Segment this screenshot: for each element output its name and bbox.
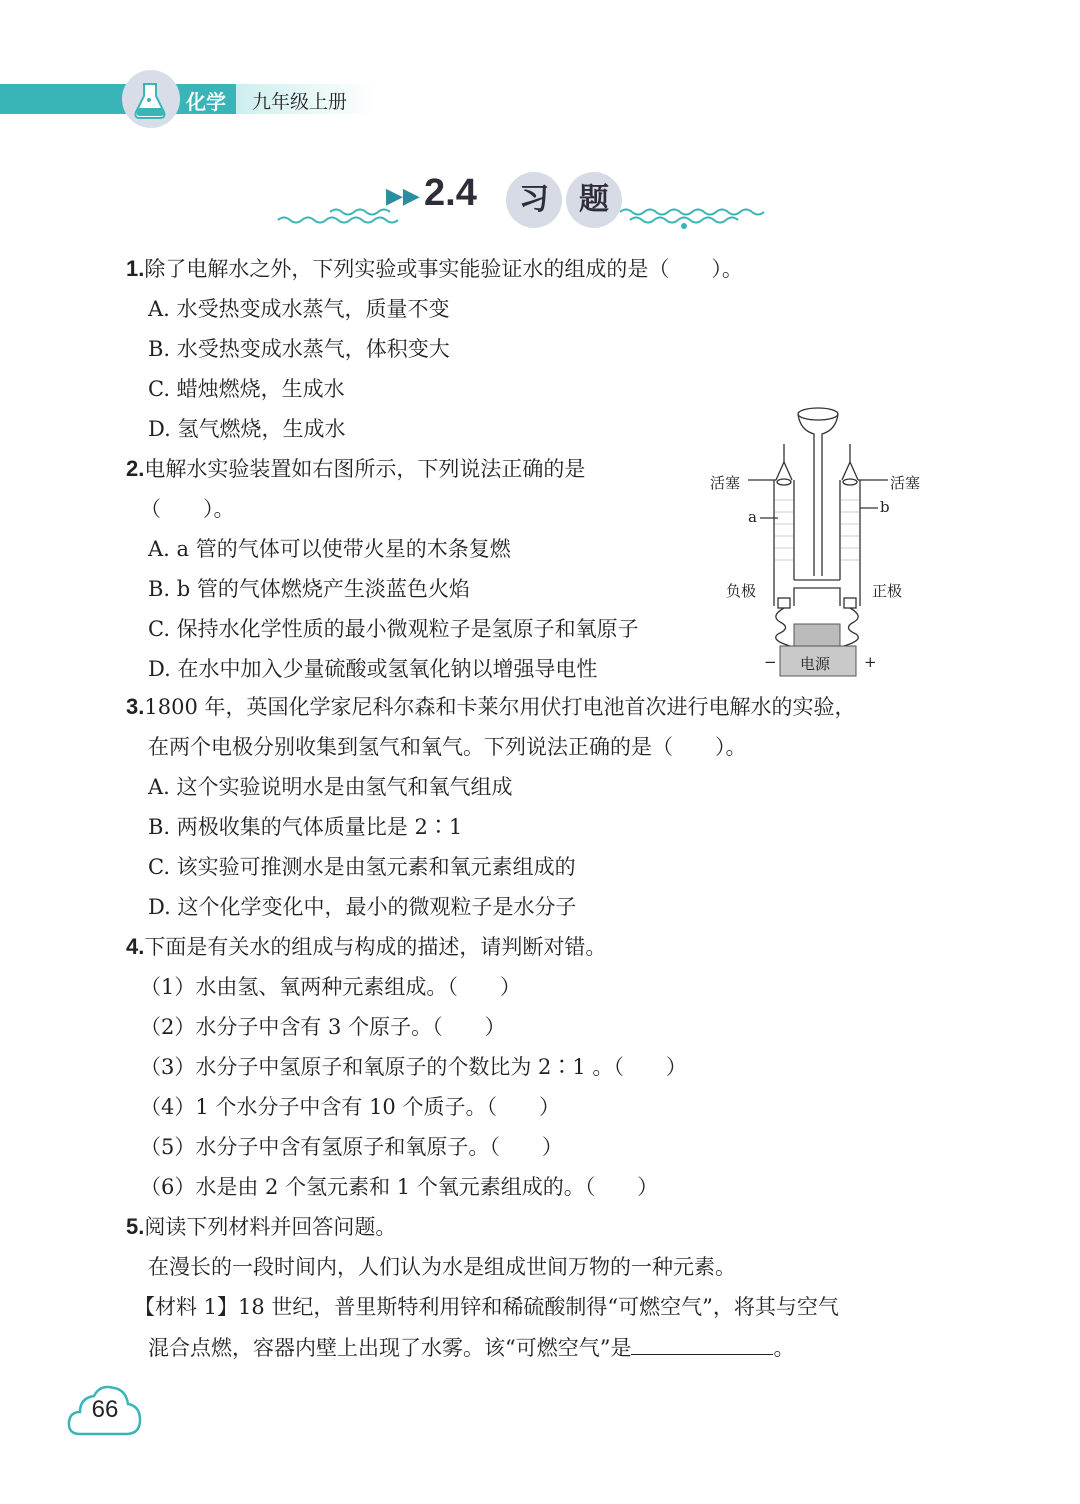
q4-stem: [126, 934, 606, 960]
q4-item-4: （4）1 个水分子中含有 10 个质子。（ ）: [140, 1095, 560, 1119]
electrolysis-apparatus-drawing: [700, 400, 940, 682]
q4-number: 4.: [126, 934, 145, 959]
q2-stem-text: 电解水实验装置如右图所示，下列说法正确的是: [144, 457, 586, 481]
q1-stem: [126, 256, 743, 282]
title-char-1: 习: [506, 172, 562, 228]
page-number: 66: [91, 1396, 119, 1423]
q3-stem-line2: 在两个电极分别收集到氢气和氧气。下列说法正确的是（ ）。: [148, 735, 747, 759]
negative-electrode-label: 负极: [726, 582, 757, 600]
answer-blank[interactable]: [631, 1334, 773, 1355]
title-number: 2.4: [424, 172, 477, 214]
q3-option-b: B. 两极收集的气体质量比是 2∶1: [148, 815, 463, 839]
q5-material1-line2-text: 混合点燃，容器内壁上出现了水雾。该“可燃空气”是: [148, 1336, 632, 1360]
q2-option-b: B. b 管的气体燃烧产生淡蓝色火焰: [148, 577, 470, 601]
q3-option-d: D. 这个化学变化中，最小的微观粒子是水分子: [148, 895, 577, 919]
q4-item-3: （3）水分子中氢原子和氧原子的个数比为 2∶1 。（ ）: [140, 1055, 687, 1079]
title-arrow-icon: ▶▶: [386, 184, 420, 209]
q5-stem-text: 阅读下列材料并回答问题。: [144, 1215, 397, 1239]
flask-logo-icon: [122, 70, 180, 128]
electrolysis-apparatus-figure: [700, 400, 940, 682]
page-number-badge: [66, 1378, 144, 1442]
q2-option-c: C. 保持水化学性质的最小微观粒子是氢原子和氧原子: [148, 617, 639, 641]
subject-label: 化学: [186, 90, 226, 114]
q5-material1-end: 。: [773, 1336, 795, 1360]
q1-stem-text: 除了电解水之外，下列实验或事实能验证水的组成的是（ ）。: [144, 257, 743, 281]
q5-material1-line2: [148, 1334, 794, 1361]
section-title: [270, 168, 800, 238]
q5-intro: 在漫长的一段时间内，人们认为水是组成世间万物的一种元素。: [148, 1255, 736, 1279]
q4-item-1: （1）水由氢、氧两种元素组成。（ ）: [140, 975, 521, 999]
q3-option-a: A. 这个实验说明水是由氢气和氧气组成: [148, 775, 513, 799]
q1-number: 1.: [126, 256, 145, 281]
q3-stem: [126, 694, 855, 720]
positive-electrode-label: 正极: [872, 582, 903, 600]
q3-option-c: C. 该实验可推测水是由氢元素和氧元素组成的: [148, 855, 576, 879]
q5-number: 5.: [126, 1214, 145, 1239]
q1-option-a: A. 水受热变成水蒸气，质量不变: [148, 297, 450, 321]
tube-b-label: b: [880, 498, 890, 516]
q1-option-d: D. 氢气燃烧，生成水: [148, 417, 346, 441]
q2-option-a: A. a 管的气体可以使带火星的木条复燃: [148, 537, 511, 561]
q1-option-c: C. 蜡烛燃烧，生成水: [148, 377, 345, 401]
q4-item-2: （2）水分子中含有 3 个原子。（ ）: [140, 1015, 506, 1039]
title-char-2: 题: [566, 172, 622, 228]
q4-item-6: （6）水是由 2 个氢元素和 1 个氧元素组成的。（ ）: [140, 1175, 659, 1199]
q2-option-d: D. 在水中加入少量硫酸或氢氧化钠以增强导电性: [148, 657, 598, 681]
left-valve-label: 活塞: [710, 474, 741, 492]
q2-stem-bracket: （ ）。: [140, 497, 235, 521]
q3-number: 3.: [126, 694, 145, 719]
q5-material1-line1: 【材料 1】18 世纪，普里斯特利用锌和稀硫酸制得“可燃空气”，将其与空气: [134, 1295, 839, 1319]
q3-stem-line1: 1800 年，英国化学家尼科尔森和卡莱尔用伏打电池首次进行电解水的实验，: [144, 695, 856, 719]
q5-stem: [126, 1214, 396, 1240]
right-valve-label: 活塞: [890, 474, 921, 492]
q4-item-5: （5）水分子中含有氢原子和氧原子。（ ）: [140, 1135, 563, 1159]
q1-option-b: B. 水受热变成水蒸气，体积变大: [148, 337, 450, 361]
q4-stem-text: 下面是有关水的组成与构成的描述，请判断对错。: [144, 935, 607, 959]
grade-label: 九年级上册: [252, 91, 348, 113]
plus-sign: +: [864, 653, 877, 671]
tube-a-label: a: [748, 508, 757, 526]
power-source-label: 电源: [800, 655, 831, 673]
q2-number: 2.: [126, 456, 145, 481]
q2-stem: [126, 456, 585, 482]
minus-sign: −: [764, 653, 777, 671]
